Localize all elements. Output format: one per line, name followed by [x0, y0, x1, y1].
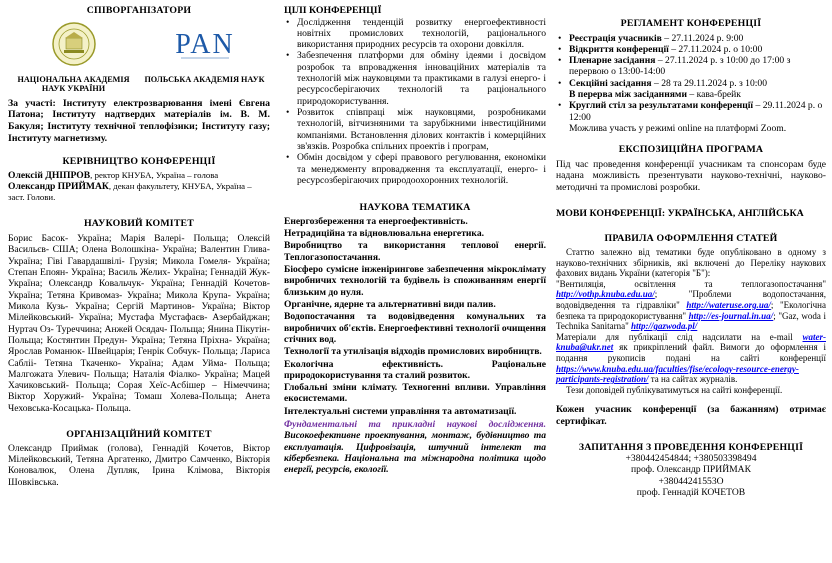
schedule-break-label: В перерва між засіданнями — [569, 89, 687, 101]
certificate-note: Кожен учасник конференції (за бажанням) отримає сертифікат. — [556, 404, 826, 428]
journal-3-name: ; "Екологічна безпека та природокористування" — [556, 299, 826, 321]
svg-text:PAN: PAN — [174, 28, 235, 60]
journal-4-name: ; "Gaz, woda i Technika Sanitarna" — [556, 310, 826, 332]
contact-person-1: проф. Олександр ПРИЙМАК — [631, 464, 751, 476]
middle-column — [284, 0, 546, 476]
contact-person-2: проф. Геннадій КОЧЕТОВ — [636, 487, 746, 499]
participation-text: За участі: Інституту електрозварювання імені Євгена Патона; Інституту надтвердих матеріалів ім. В. М. Бакуля; Інституту технічної теплофізики; Інституту газу; Інституту магнетизму. — [8, 97, 270, 144]
journal-3-link[interactable]: http://es-journal.in.ua/ — [688, 310, 774, 321]
topic-item: Енергозбереження та енергоефективність. — [284, 215, 468, 227]
schedule-item — [556, 44, 826, 55]
topic-item: Органічне, ядерне та альтернативні види палив. — [284, 298, 496, 310]
topics-list — [284, 216, 546, 417]
nas-logo-block — [10, 21, 138, 93]
schedule-item-time: – 28 та 29.11.2024 р. з 10:00 — [651, 77, 768, 89]
schedule-item-time: – 27.11.2024 р. з 10:00 до 17:00 з перервою о 13:00-14:00 — [569, 55, 791, 78]
schedule-item — [556, 78, 826, 101]
journal-1-link[interactable]: http://vothp.knuba.edu.ua/ — [556, 289, 655, 300]
rules-heading: ПРАВИЛА ОФОРМЛЕННЯ СТАТЕЙ — [604, 233, 778, 245]
goal-item: • Розвиток співпраці між науковцями, розробниками технологій, вітчизняними та зарубіжними інвестиційними компаніями. Встановлення ділових контактів і комерційних зв'язків. Розробка спільних проектів і програм, — [284, 107, 546, 152]
topic-item: Нетрадиційна та відновлювальна енергетика. — [284, 228, 485, 240]
topic-item: Виробництво та використання теплової енергії. Теплогазопостачання. — [284, 240, 546, 263]
fundamental-research-rest: Високоефективне проектування, монтаж, будівництво та експлуатація. Цифровізація, штучний інтелект та кібербезпека. Національна та міжнародна політика щодо енергії, ресурсів, екології. — [284, 430, 546, 476]
fundamental-research-title: Фундаментальні та прикладні наукові дослідження. — [284, 419, 546, 431]
schedule-break-text: – кава-брейк — [686, 89, 741, 101]
right-column — [556, 0, 826, 498]
schedule-item-label: Круглий стіл за результатами конференції — [569, 100, 754, 112]
topic-item: Технології та утилізація відходів промислових виробництв. — [284, 346, 542, 358]
topic-item: Водопостачання та водовідведення комунальних та виробничих об'єктів. Енергоефективні технології очищення стічних вод. — [284, 311, 546, 345]
registration-link[interactable]: https://www.knuba.edu.ua/faculties/fise/ecology-resource-energy-participants-registration/ — [556, 363, 799, 385]
scientific-committee-heading: НАУКОВИЙ КОМІТЕТ — [83, 217, 195, 229]
rules-intro: Статтю залежно від тематики буде опубліковано в одному з науково-технічних збірників, які включені до Переліку наукових фахових видань України (категорія "Б"): — [556, 246, 826, 279]
topic-item: Екологічна ефективність. Раціональне природокористування та сталий розвиток. — [284, 358, 546, 381]
goal-item: • Дослідження тенденцій розвитку енергоефективності новітніх промислових технологій, раціонального використання природних ресурсів та охорони довкілля. — [284, 17, 546, 51]
journal-2-name: ; "Проблеми водопостачання, водовідведення та гідравліки" — [556, 289, 826, 310]
submission-requirements: як прикріплений файл. Вимоги до оформлення і подання рукописів подані на сайті конференції — [556, 342, 826, 364]
theses-note: Тези доповідей публікуватимуться на сайті конференції. — [566, 384, 783, 395]
schedule-item-time: – 27.11.2024 р. 9:00 — [661, 32, 744, 44]
topic-item: Інтелектуальні системи управління та автоматизації. — [284, 405, 517, 417]
schedule-item — [556, 33, 826, 44]
journal-2-link[interactable]: http://wateruse.org.ua/ — [686, 299, 771, 310]
journal-1-name: "Вентиляція, освітлення та теплогазопостачання" — [556, 278, 826, 289]
leader2-name: Олександр ПРИЙМАК — [8, 180, 109, 192]
online-note: Можлива участь у режимі online на платформі Zoom. — [569, 123, 787, 135]
contact-phones-1: +380442454844; +380503398494 — [625, 453, 757, 465]
leadership-heading: КЕРІВНИЦТВО КОНФЕРЕНЦІЇ — [62, 156, 216, 168]
leadership-list — [8, 170, 270, 204]
schedule-item — [556, 55, 826, 78]
submission-text — [556, 332, 826, 385]
schedule-item-label: Пленарне засідання — [569, 55, 656, 67]
schedule-item-time: – 27.11.2024 р. о 10:00 — [668, 43, 763, 55]
fundamental-research-block — [284, 419, 546, 476]
left-column — [8, 0, 270, 488]
org-committee-heading: ОРГАНІЗАЦІЙНИЙ КОМІТЕТ — [66, 429, 212, 441]
org-committee-text: Олександр Приймак (голова), Геннадій Кочетов, Віктор Мілейковський, Тетяна Аргатенко, Дмитро Самченко, Вікторія Коновалюк, Олена Дупляк, Ірина Клімова, Вікторія Шовківська. — [8, 442, 270, 488]
contact-phones-2: +38044241553О — [658, 475, 724, 487]
goal-item: • Обмін досвідом у сфері правового регулювання, економіки та менеджменту впровадження та експлуатації, енерго- і ресурсозберігаючих природоохоронних технологій. — [284, 152, 546, 186]
expo-text: Під час проведення конференції учасникам та спонсорам буде надана можливість презентувати науково-технічні, науково-методичні та промислові розробки. — [556, 158, 826, 193]
pan-label: ПОЛЬСЬКА АКАДЕМІЯ НАУК — [144, 74, 265, 84]
co-organizers-heading: СПІВОРГАНІЗАТОРИ — [86, 5, 192, 16]
leader1-role: , ректор КНУБА, Україна – голова — [90, 169, 219, 180]
expo-heading: ЕКСПОЗИЦІЙНА ПРОГРАМА — [618, 144, 764, 156]
logos-row — [8, 21, 270, 93]
topics-heading: НАУКОВА ТЕМАТИКА — [359, 202, 471, 214]
leader2-role: , декан факультету, КНУБА, Україна – заст. Голови. — [8, 180, 252, 203]
nas-seal-icon — [51, 21, 97, 67]
questions-heading: ЗАПИТАННЯ З ПРОВЕДЕННЯ КОНФЕРЕНЦІЇ — [578, 441, 804, 453]
schedule-heading: РЕГЛАМЕНТ КОНФЕРЕНЦІЇ — [620, 18, 762, 29]
schedule-item-label: Відкриття конференції — [569, 43, 669, 55]
journals-list — [556, 279, 826, 332]
schedule-item-label: Секційні засідання — [569, 77, 652, 89]
pan-logo-icon — [159, 21, 251, 67]
journal-4-link[interactable]: http://gazwoda.pl/ — [631, 321, 698, 332]
topic-item: Глобальні зміни клімату. Техногенні впливи. Управління екосистемами. — [284, 382, 546, 405]
schedule-item-label: Реєстрація учасників — [569, 32, 662, 44]
schedule-item — [556, 100, 826, 123]
schedule-list — [556, 33, 826, 124]
leader1-name: Олексій ДНІПРОВ — [8, 169, 91, 181]
submission-intro: Матеріали для публікації слід надсилати на e-mail — [556, 331, 803, 342]
goals-heading: ЦІЛІ КОНФЕРЕНЦІЇ — [284, 5, 382, 16]
submission-outro: та на сайтах журналів. — [648, 374, 738, 385]
topic-item: Біосферо сумісне інженірингове забезпечення мікроклімату виробничих технологій та будівель із споживанням енергії близьким до нуля. — [284, 264, 546, 298]
languages-line: МОВИ КОНФЕРЕНЦІЇ: УКРАЇНСЬКА, АНГЛІЙСЬКА — [556, 207, 804, 219]
scientific-committee-text: Борис Басок- Україна; Марія Валері- Польща; Олексій Васильєв- США; Олена Волошкіна- Україна; Валентин Глива- Україна; Гіві Гавардашвілі- Грузія; Микола Гомеля- Україна; Степан Епоян- Україна; Василь Желих- Україна; Геннадій Жук- Україна; Олександр Ковальчук- Україна; Геннадій Кочетов- Україна; Тетяна Кривомаз- Україна; Микола Крупа- Україна; Микола Кузь- Україна; Сергій Мартинов- Україна; Віктор Мілейковський- Україна; Мустафа Мустафаєв- Азербайджан; Нуртач Оз- Туреччина; Анжей Осядач- Польща; Янина Пікутін- Польща; Костянтин Предун- Україна; Тетяна Пріхна- Україна; Ярослав Романюк- Швейцарія; Генрік Собчук- Польща; Лариса Сабліі- Тетяна Ткаченко- Україна; Адам Уйма- Польща; Малгожата Улевич- Польща; Наталія Фіалко- Україна; Мацей Хачиковський- Польща; Сорая Хеїс-Асбішер – Німеччина; Віктор Хоружий- Україна; Томаш Холева-Польща; Анета Чеховська-Косацька- Польща. — [8, 233, 270, 414]
goals-list — [284, 17, 546, 187]
nas-label: НАЦІОНАЛЬНА АКАДЕМІЯ НАУК УКРАЇНИ — [17, 74, 130, 93]
submission-email-link[interactable]: water-knuba@ukr.net — [556, 331, 826, 353]
pan-logo-block — [141, 21, 269, 93]
goal-item: • Забезпечення платформи для обміну ідеями і досвідом розробок та впровадження інноваційних матеріалів та технологій між науковцями та практиками в галузі енерго- і ресурсосберігаючих технологій та раціонального природокористування. — [284, 50, 546, 107]
schedule-item-time: – 29.11.2024 р. о 12:00 — [569, 100, 823, 123]
